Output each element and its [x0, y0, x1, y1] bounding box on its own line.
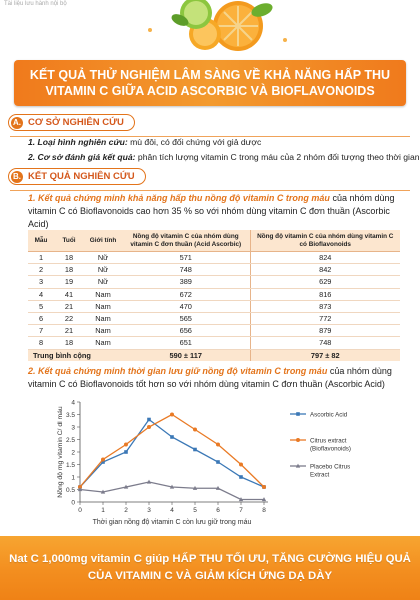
bottom-banner — [0, 536, 420, 600]
table-cell: 748 — [122, 264, 250, 276]
evaluation-basis-line — [28, 152, 420, 162]
table-average-row — [28, 349, 400, 361]
data-point — [170, 413, 174, 417]
x-tick-label: 4 — [170, 507, 174, 514]
table-cell: 816 — [250, 288, 400, 300]
table-row — [28, 288, 400, 300]
x-tick-label: 6 — [216, 507, 220, 514]
table-cell: 842 — [250, 264, 400, 276]
col-header-sex: Giới tính — [84, 230, 122, 252]
col-header-ascorbic: Nồng độ vitamin C của nhóm dùng vitamin C đơn thuần (Acid Ascorbic) — [122, 230, 250, 252]
section-b-divider — [10, 190, 410, 191]
table-cell: Nam — [84, 288, 122, 300]
table-cell: 8 — [28, 337, 54, 349]
table-cell: Nam — [84, 337, 122, 349]
data-point — [124, 450, 128, 454]
data-point — [193, 448, 197, 452]
y-tick-label: 2.5 — [65, 437, 75, 444]
table-cell: 873 — [250, 300, 400, 312]
table-cell: 389 — [122, 276, 250, 288]
section-b-letter: B. — [13, 171, 21, 181]
table-cell: 824 — [250, 252, 400, 264]
table-row — [28, 252, 400, 264]
data-point — [147, 425, 151, 429]
table-cell: 772 — [250, 312, 400, 324]
study-type-label: 1. Loại hình nghiên cứu: — [28, 137, 128, 147]
table-cell: 2 — [28, 264, 54, 276]
data-point — [262, 485, 266, 489]
data-point — [216, 460, 220, 464]
x-axis-label: Thời gian nồng độ vitamin C còn lưu giữ trong máu — [92, 519, 252, 526]
table-cell: 879 — [250, 325, 400, 337]
table-row — [28, 300, 400, 312]
table-cell: 18 — [54, 264, 84, 276]
col-header-sample: Mẫu — [28, 230, 54, 252]
title-banner — [14, 60, 406, 106]
table-cell: 656 — [122, 325, 250, 337]
vitamin-c-retention-chart — [38, 396, 408, 530]
table-cell: Nam — [84, 312, 122, 324]
table-row — [28, 325, 400, 337]
y-tick-label: 0.5 — [65, 487, 75, 494]
section-a-heading — [8, 114, 135, 131]
y-tick-label: 3.5 — [65, 412, 75, 419]
legend-label: Ascorbic Acid — [310, 411, 348, 419]
data-point — [216, 443, 220, 447]
table-cell: 41 — [54, 288, 84, 300]
y-tick-label: 1 — [71, 474, 75, 482]
series-line — [80, 420, 264, 488]
y-tick-label: 1.5 — [65, 462, 75, 469]
data-point — [239, 475, 243, 479]
title-line-2: VITAMIN C GIỮA ACID ASCORBIC VÀ BIOFLAVONOIDS — [45, 84, 375, 98]
table-row — [28, 312, 400, 324]
x-tick-label: 5 — [193, 507, 197, 514]
title-line-1: KẾT QUẢ THỬ NGHIỆM LÂM SÀNG VỀ KHẢ NĂNG HẤP THU — [29, 68, 391, 82]
table-cell: 5 — [28, 300, 54, 312]
table-cell: 1 — [28, 252, 54, 264]
data-point — [101, 458, 105, 462]
data-point — [147, 418, 151, 422]
average-label: Trung bình cộng — [28, 349, 122, 361]
table-cell: 565 — [122, 312, 250, 324]
col-header-age: Tuổi — [54, 230, 84, 252]
table-cell: 672 — [122, 288, 250, 300]
table-row — [28, 276, 400, 288]
x-tick-label: 7 — [239, 507, 243, 514]
data-point — [239, 463, 243, 467]
table-cell: 22 — [54, 312, 84, 324]
table-cell: Nam — [84, 325, 122, 337]
study-type-line — [28, 137, 261, 147]
y-tick-label: 2 — [71, 449, 75, 457]
table-cell: 4 — [28, 288, 54, 300]
average-ascorbic: 590 ± 117 — [122, 349, 250, 361]
table-cell: 470 — [122, 300, 250, 312]
table-header-row — [28, 230, 400, 252]
legend-label: Extract — [310, 471, 330, 479]
data-point — [170, 435, 174, 439]
col-header-bioflavonoids: Nồng độ vitamin C của nhóm dùng vitamin C có Bioflavonoids — [250, 230, 400, 252]
y-tick-label: 3 — [71, 424, 75, 432]
table-cell: 3 — [28, 276, 54, 288]
legend-marker — [296, 412, 300, 416]
legend-label: (Bioflavonoids) — [310, 445, 351, 453]
data-point — [124, 443, 128, 447]
x-tick-label: 8 — [262, 507, 266, 514]
x-tick-label: 0 — [78, 507, 82, 514]
evaluation-basis-text: phân tích lượng vitamin C trong máu của 2 nhóm đối tượng theo thời gian — [135, 152, 420, 162]
table-cell: 21 — [54, 325, 84, 337]
result-2-lead: 2. Kết quả chứng minh thời gian lưu giữ nồng độ vitamin C trong máu — [28, 366, 328, 376]
y-tick-label: 4 — [71, 399, 75, 407]
x-tick-label: 2 — [124, 507, 128, 514]
section-b-heading — [8, 168, 146, 185]
section-b-title: KẾT QUẢ NGHIÊN CỨU — [28, 171, 135, 182]
table-cell: Nam — [84, 300, 122, 312]
study-type-text: mù đôi, có đối chứng với giả dược — [127, 137, 262, 147]
table-cell: 571 — [122, 252, 250, 264]
table-cell: Nữ — [84, 252, 122, 264]
data-point — [147, 480, 151, 484]
data-point — [193, 428, 197, 432]
legend-label: Citrus extract — [310, 437, 347, 445]
legend-marker — [296, 438, 300, 442]
x-tick-label: 1 — [101, 507, 105, 514]
y-tick-label: 0 — [71, 499, 75, 507]
table-cell: 748 — [250, 337, 400, 349]
average-bioflavonoids: 797 ± 82 — [250, 349, 400, 361]
table-row — [28, 337, 400, 349]
section-a-title: CƠ SỞ NGHIÊN CỨU — [28, 117, 124, 128]
section-a-letter: A. — [13, 117, 21, 127]
table-cell: 18 — [54, 337, 84, 349]
evaluation-basis-label: 2. Cơ sở đánh giá kết quả: — [28, 152, 136, 162]
table-cell: Nữ — [84, 276, 122, 288]
table-cell: Nữ — [84, 264, 122, 276]
x-tick-label: 3 — [147, 507, 151, 514]
result-2-text: của nhóm dùng vitamin C có Bioflavonoids tốt hơn so với nhóm dùng vitamin C đơn thuần (Ascorbic Acid) — [28, 366, 392, 389]
table-cell: 19 — [54, 276, 84, 288]
table-cell: 651 — [122, 337, 250, 349]
result-1-text: của nhóm dùng vitamin C có Bioflavonoids cao hơn 35 % so với nhóm dùng vitamin C đơn thuần (Ascorbic Acid) — [28, 193, 395, 229]
table-cell: 6 — [28, 312, 54, 324]
result-2-paragraph — [28, 365, 408, 391]
results-table — [28, 230, 400, 361]
table-row — [28, 264, 400, 276]
result-1-lead: 1. Kết quả chứng minh khả năng hấp thu nồng độ vitamin C trong máu — [28, 193, 330, 203]
table-cell: 18 — [54, 252, 84, 264]
table-cell: 7 — [28, 325, 54, 337]
legend-label: Placebo Citrus — [310, 463, 351, 471]
table-cell: 629 — [250, 276, 400, 288]
series-line — [80, 415, 264, 488]
table-cell: 21 — [54, 300, 84, 312]
banner-line-1: Nat C 1,000mg vitamin C giúp HẤP THU TỐI ƯU, TĂNG CƯỜNG HIỆU QUẢ — [9, 553, 411, 565]
internal-doc-note: Tài liệu lưu hành nội bộ — [4, 1, 67, 7]
result-1-paragraph — [28, 192, 408, 231]
y-axis-label: Nồng độ mg vitamin C/ dl máu — [57, 406, 64, 498]
banner-line-2: CỦA VITAMIN C VÀ GIẢM KÍCH ỨNG DẠ DÀY — [87, 570, 333, 582]
